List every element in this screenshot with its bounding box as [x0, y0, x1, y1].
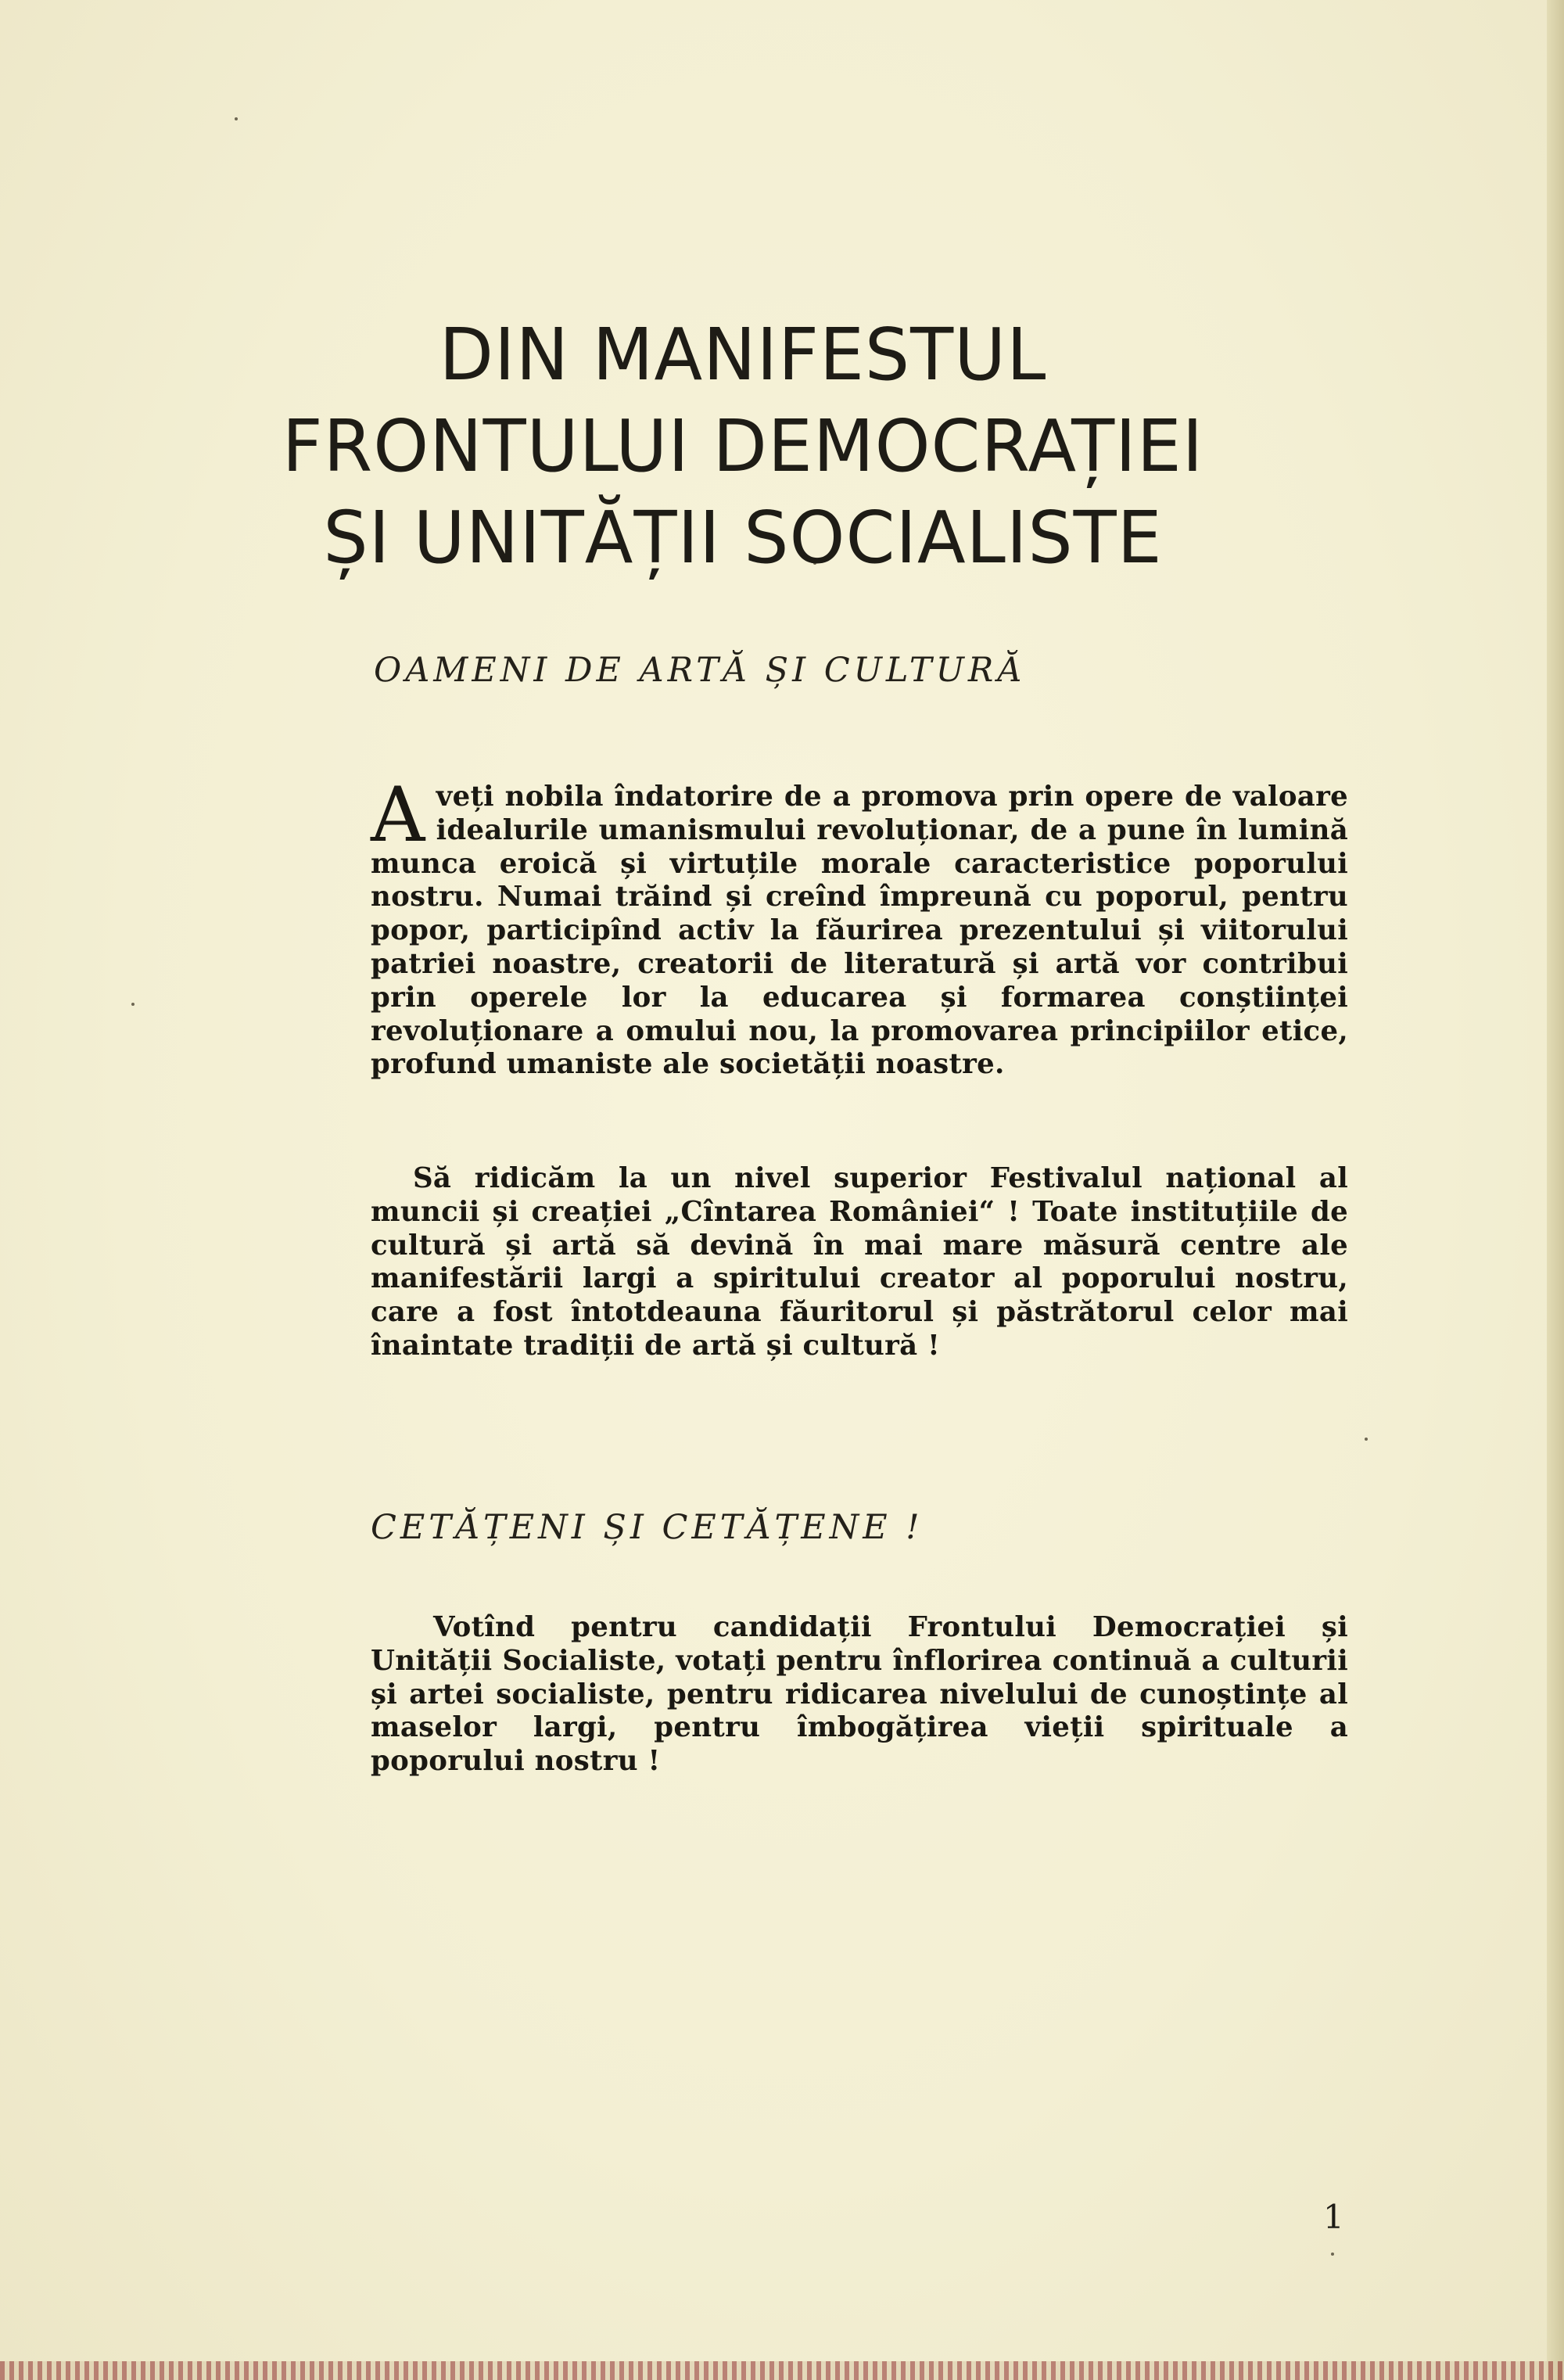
paragraph-text: veți nobila îndatorire de a promova prin opere de valoare idealurile umanismului revoluționar, de a pune în lumină munca eroică și virtuțile morale caracteristice poporului nostru. Numai trăind și creînd împreună cu poporul, pentru popor, participînd activ la făurirea prezentului și viitorului patriei noastre, creatorii de literatură și artă vor contribui prin operele lor la educarea și formarea conștiinței revoluționare a omului nou, la promovarea principiilor etice, profund umaniste ale societății noastre. — [371, 781, 1348, 1081]
binding-strip — [0, 2361, 1564, 2380]
title-line-1: DIN MANIFESTUL — [439, 313, 1047, 397]
paragraph-artists-1 — [371, 771, 1348, 1082]
paragraph-artists-2: Să ridicăm la un nivel superior Festivalul național al muncii și creației „Cîntarea României“ ! Toate instituțiile de cultură și artă să devină în mai mare măsură centre ale manifestării largi a spiritului creator al poporului nostru, care a fost întotdeauna făuritorul și păstrătorul celor mai înaintate tradiții de artă și cultură ! — [371, 1162, 1348, 1362]
speck — [131, 1003, 135, 1006]
speck — [235, 117, 238, 120]
page-title — [206, 309, 1279, 583]
speck — [1331, 2253, 1334, 2256]
section-heading-citizens: CETĂȚENI ȘI CETĂȚENE ! — [371, 1508, 924, 1547]
section-heading-artists: OAMENI DE ARTĂ ȘI CULTURĂ — [374, 651, 1026, 690]
page-number: 1 — [1323, 2198, 1344, 2236]
title-line-3: ȘI UNITĂȚII SOCIALISTE — [323, 496, 1163, 580]
title-line-2: FRONTULUI DEMOCRAȚIEI — [282, 404, 1204, 488]
speck — [1365, 1438, 1368, 1441]
paragraph-citizens: Votînd pentru candidații Frontului Democrației și Unității Socialiste, votați pentru înflorirea continuă a culturii și artei socialiste, pentru ridicarea nivelului de cunoștințe al maselor largi, pentru îmbogățirea vieții spirituale a poporului nostru ! — [371, 1611, 1348, 1778]
drop-cap: A — [371, 771, 425, 859]
page-edge — [1547, 0, 1564, 2380]
